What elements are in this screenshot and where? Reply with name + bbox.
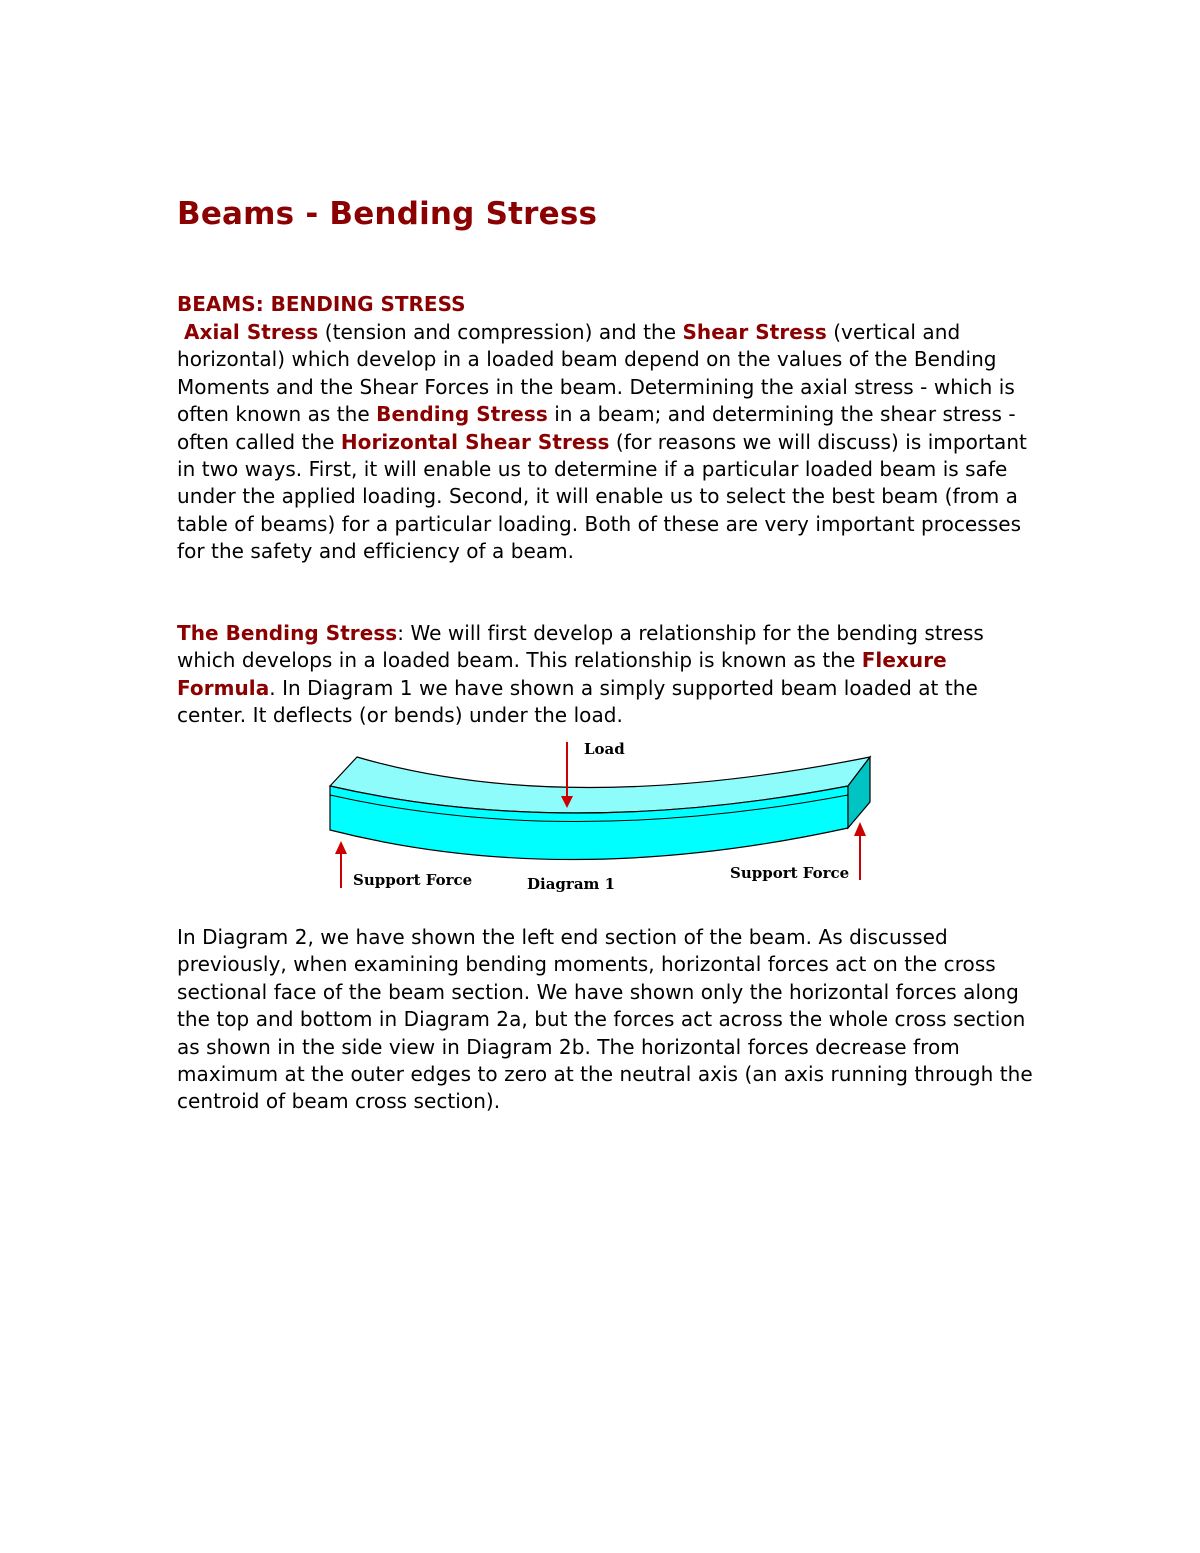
support-arrow-left <box>335 841 347 888</box>
paragraph-bending-stress <box>177 620 1037 730</box>
term-flexure-formula: Flexure Formula <box>177 648 947 700</box>
term-the-bending-stress: The Bending Stress <box>177 621 398 645</box>
load-arrow <box>561 742 573 808</box>
term-horizontal-shear-stress: Horizontal Shear Stress <box>340 429 610 454</box>
paragraph2-text-a: : We will first develop a relationship for the bending stress which develops in a loaded beam. This relationship is known as the <box>177 621 984 673</box>
paragraph-diagram-2: In Diagram 2, we have shown the left end section of the beam. As discussed previously, when examining bending moments, horizontal forces act on the cross sectional face of the beam section. We have shown only the horizontal forces along the top and bottom in Diagram 2a, but the forces act across the whole cross section as shown in the side view in Diagram 2b. The horizontal forces decrease from maximum at the outer edges to zero at the neutral axis (an axis running through the centroid of beam cross section). <box>177 925 1033 1114</box>
diagram-1-caption: Diagram 1 <box>527 875 616 893</box>
paragraph1-text-a: (tension and compression) and the <box>318 320 683 344</box>
paragraph1-text-b: (vertical and horizontal) which develop in a loaded beam depend on the values of the Bending Moments and the Shear Forces in the beam. Determining the axial stress - which is often known as the <box>177 320 1015 427</box>
term-axial-stress: Axial Stress <box>184 320 319 344</box>
support-force-right-label: Support Force <box>730 864 850 882</box>
load-label: Load <box>584 740 625 758</box>
term-bending-stress: Bending Stress <box>376 402 548 427</box>
paragraph-axial-shear-stress <box>177 319 1037 566</box>
term-shear-stress: Shear Stress <box>682 320 827 344</box>
page-title: Beams - Bending Stress <box>177 196 598 232</box>
support-force-left-label: Support Force <box>353 871 473 889</box>
support-arrow-right <box>854 822 866 880</box>
paragraph1-text-d: (for reasons we will discuss) is important in two ways. First, it will enable us to determine if a particular loaded beam is safe under the applied loading. Second, it will enable us to select the best beam (from a table of beams) for a particular loading. Both of these are very important processes for the safety and efficiency of a beam. <box>177 429 1027 564</box>
diagram-1-beam <box>320 730 890 900</box>
section-subheading: BEAMS: BENDING STRESS <box>177 292 466 316</box>
paragraph1-text-c: in a beam; and determining the shear stress - often called the <box>177 402 1016 454</box>
paragraph2-text-b: . In Diagram 1 we have shown a simply supported beam loaded at the center. It deflects (or bends) under the load. <box>177 675 978 728</box>
beam-diagram-svg <box>320 730 890 900</box>
